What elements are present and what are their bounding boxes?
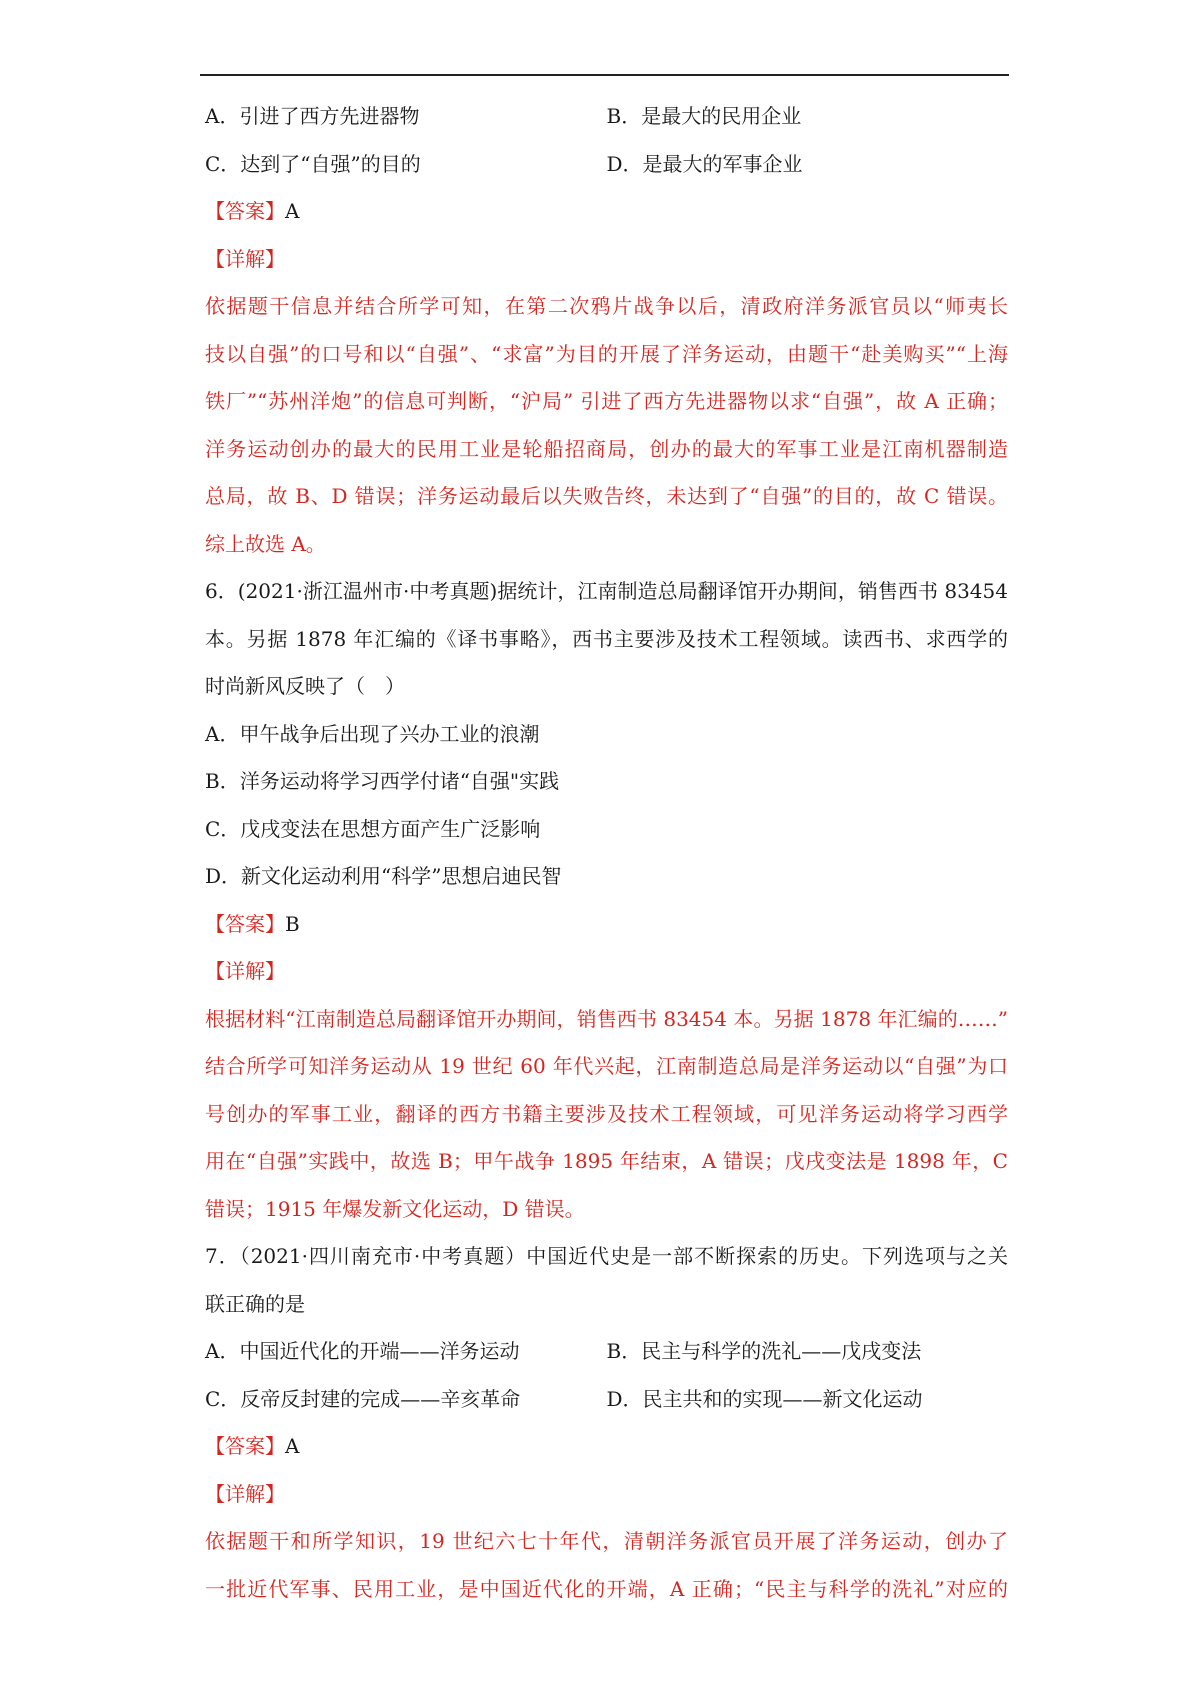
- q5-explanation-line: 依据题干信息并结合所学可知，在第二次鸦片战争以后，清政府洋务派官员以“师夷长: [205, 294, 1008, 318]
- q7-answer: [205, 1423, 1008, 1471]
- q6-option-d: D．新文化运动利用“科学”思想启迪民智: [205, 864, 562, 888]
- q5-detail-tag: 【详解】: [205, 246, 285, 271]
- q5-explanation-line: 综上故选 A。: [205, 531, 326, 556]
- answer-value: A: [285, 199, 300, 223]
- answer-tag: 【答案】: [205, 1434, 285, 1458]
- q7-option-a: A．中国近代化的开端——洋务运动: [205, 1339, 520, 1363]
- q7-explanation-line: 依据题干和所学知识，19 世纪六七十年代，清朝洋务派官员开展了洋务运动，创办了: [205, 1529, 1008, 1553]
- q6-stem-line: 时尚新风反映了（ ）: [205, 674, 405, 698]
- q5-option-b: B．是最大的民用企业: [606, 104, 802, 128]
- q5-answer: [205, 188, 1008, 236]
- q5-explanation-line: 技以自强”的口号和以“自强”、“求富”为目的开展了洋务运动，由题干“赴美购买”“上海: [205, 341, 1008, 366]
- q6-explanation-line: 用在“自强”实践中，故选 B；甲午战争 1895 年结束，A 错误；戊戌变法是 1898 年，C: [205, 1149, 1008, 1173]
- q5-explanation-line: 铁厂”“苏州洋炮”的信息可判断，“沪局” 引进了西方先进器物以求“自强”，故 A 正确；: [205, 389, 1008, 413]
- q5-option-c: C．达到了“自强”的目的: [205, 151, 421, 176]
- q5-option-row: [205, 93, 1008, 141]
- q6-option-a: A．甲午战争后出现了兴办工业的浪潮: [205, 721, 540, 746]
- answer-value: A: [285, 1434, 300, 1458]
- q6-option-b: B．洋务运动将学习西学付诸“自强"实践: [205, 769, 560, 793]
- q6-detail-tag: 【详解】: [205, 959, 285, 983]
- answer-tag: 【答案】: [205, 199, 285, 223]
- content: [205, 93, 1008, 1613]
- q7-detail-tag: 【详解】: [205, 1481, 285, 1506]
- q6-option-c: C．戊戌变法在思想方面产生广泛影响: [205, 816, 541, 841]
- q6-explanation-line: 结合所学可知洋务运动从 19 世纪 60 年代兴起，江南制造总局是洋务运动以“自强”为口: [205, 1054, 1008, 1078]
- q6-explanation-line: 错误；1915 年爆发新文化运动，D 错误。: [205, 1196, 585, 1221]
- q6-answer: [205, 901, 1008, 949]
- q5-explanation-line: 洋务运动创办的最大的民用工业是轮船招商局，创办的最大的军事工业是江南机器制造: [205, 436, 1008, 461]
- q7-option-d: D．民主共和的实现——新文化运动: [606, 1386, 923, 1411]
- q6-explanation-line: 号创办的军事工业，翻译的西方书籍主要涉及技术工程领域，可见洋务运动将学习西学: [205, 1101, 1008, 1126]
- q6-stem-line: 本。另据 1878 年汇编的《译书事略》，西书主要涉及技术工程领域。读西书、求西学的: [205, 626, 1008, 651]
- q7-option-row: [205, 1328, 1008, 1376]
- header-rule: [200, 74, 1009, 76]
- q6-stem-line: 6．(2021·浙江温州市·中考真题)据统计，江南制造总局翻译馆开办期间，销售西书 83454: [205, 579, 1008, 603]
- q5-explanation-line: 总局，故 B、D 错误；洋务运动最后以失败告终，未达到了“自强”的目的，故 C 错误。: [205, 484, 1008, 508]
- q5-option-a: A．引进了西方先进器物: [205, 104, 420, 128]
- q5-option-row: [205, 141, 1008, 189]
- q7-option-row: [205, 1376, 1008, 1424]
- answer-value: B: [285, 911, 300, 936]
- q7-explanation-line: 一批近代军事、民用工业，是中国近代化的开端，A 正确；“民主与科学的洗礼”对应的: [205, 1576, 1008, 1601]
- q6-explanation-line: 根据材料“江南制造总局翻译馆开办期间，销售西书 83454 本。另据 1878 年汇编的……”: [205, 1006, 1008, 1031]
- answer-tag: 【答案】: [205, 911, 285, 936]
- q7-stem-line: 7．（2021·四川南充市·中考真题）中国近代史是一部不断探索的历史。下列选项与之关: [205, 1244, 1008, 1268]
- q5-option-d: D．是最大的军事企业: [606, 151, 803, 176]
- q7-stem-line: 联正确的是: [205, 1291, 305, 1316]
- q7-option-b: B．民主与科学的洗礼——戊戌变法: [606, 1339, 922, 1363]
- q7-option-c: C．反帝反封建的完成——辛亥革命: [205, 1386, 521, 1411]
